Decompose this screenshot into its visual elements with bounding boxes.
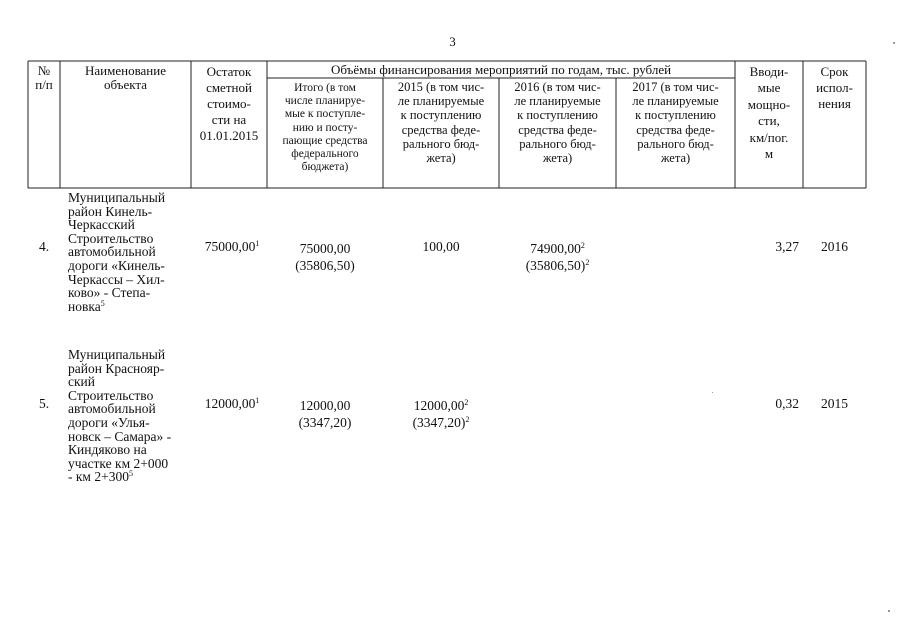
row-2015: 12000,00$^2$ $(3347,20)^2$ [412, 398, 470, 430]
header-2016: 2016 (в том чис- ле планируемые к поступлению средства феде- рального бюд- жета) [514, 80, 601, 166]
header-2017: 2017 (в том чис- ле планируемые к поступлению средства феде- рального бюд- жета) [632, 80, 719, 166]
row-num: 5. [38, 396, 50, 411]
header-remainder: Остаток сметной стоимо- сти на 01.01.2015 [199, 64, 259, 143]
row-object-name: Муниципальный район Краснояр- ский Строительство автомобильной дороги «Улья- новск – Самара» - Киндяково на участке км 2+000 - км $2+300^5$ [68, 347, 172, 485]
header-name: Наименование объекта [85, 63, 166, 92]
scan-speck [893, 42, 895, 44]
scan-speck [712, 392, 713, 393]
row-2016: 74900,00$^2$ $(35806,50)^2$ [525, 241, 590, 273]
row-term: 2016 [821, 239, 848, 254]
row-2015: 100,00 [422, 239, 460, 254]
header-capacity: Вводи- мые мощно- сти, км/пог. м [747, 64, 791, 162]
header-total: Итого (в том числе планируе- мые к поступле- нию и посту- пающие средства федерального бюджета) [282, 82, 368, 174]
scan-speck [888, 610, 890, 612]
row-capacity: 3,27 [775, 239, 799, 254]
page-number: 3 [449, 34, 456, 49]
row-total: 75000,00 (35806,50) [295, 241, 355, 273]
row-remainder: 75000,00$^1$ [204, 239, 260, 254]
row-num: 4. [38, 239, 50, 254]
header-funding-group: Объёмы финансирования мероприятий по годам, тыс. рублей [330, 62, 672, 77]
header-term: Срок испол- нения [816, 64, 853, 111]
row-total: 12000,00 (3347,20) [298, 398, 352, 430]
header-2015: 2015 (в том чис- ле планируемые к поступлению средства феде- рального бюд- жета) [397, 80, 485, 166]
row-term: 2015 [821, 396, 848, 411]
header-num: № п/п [35, 63, 53, 92]
row-capacity: 0,32 [775, 396, 799, 411]
row-object-name: Муниципальный район Кинель- Черкасский Строительство автомобильной дороги «Кинель- Черкассы – Хил- ково» - Степа- новка$^5$ [68, 190, 166, 314]
row-remainder: 12000,00$^1$ [204, 396, 260, 411]
